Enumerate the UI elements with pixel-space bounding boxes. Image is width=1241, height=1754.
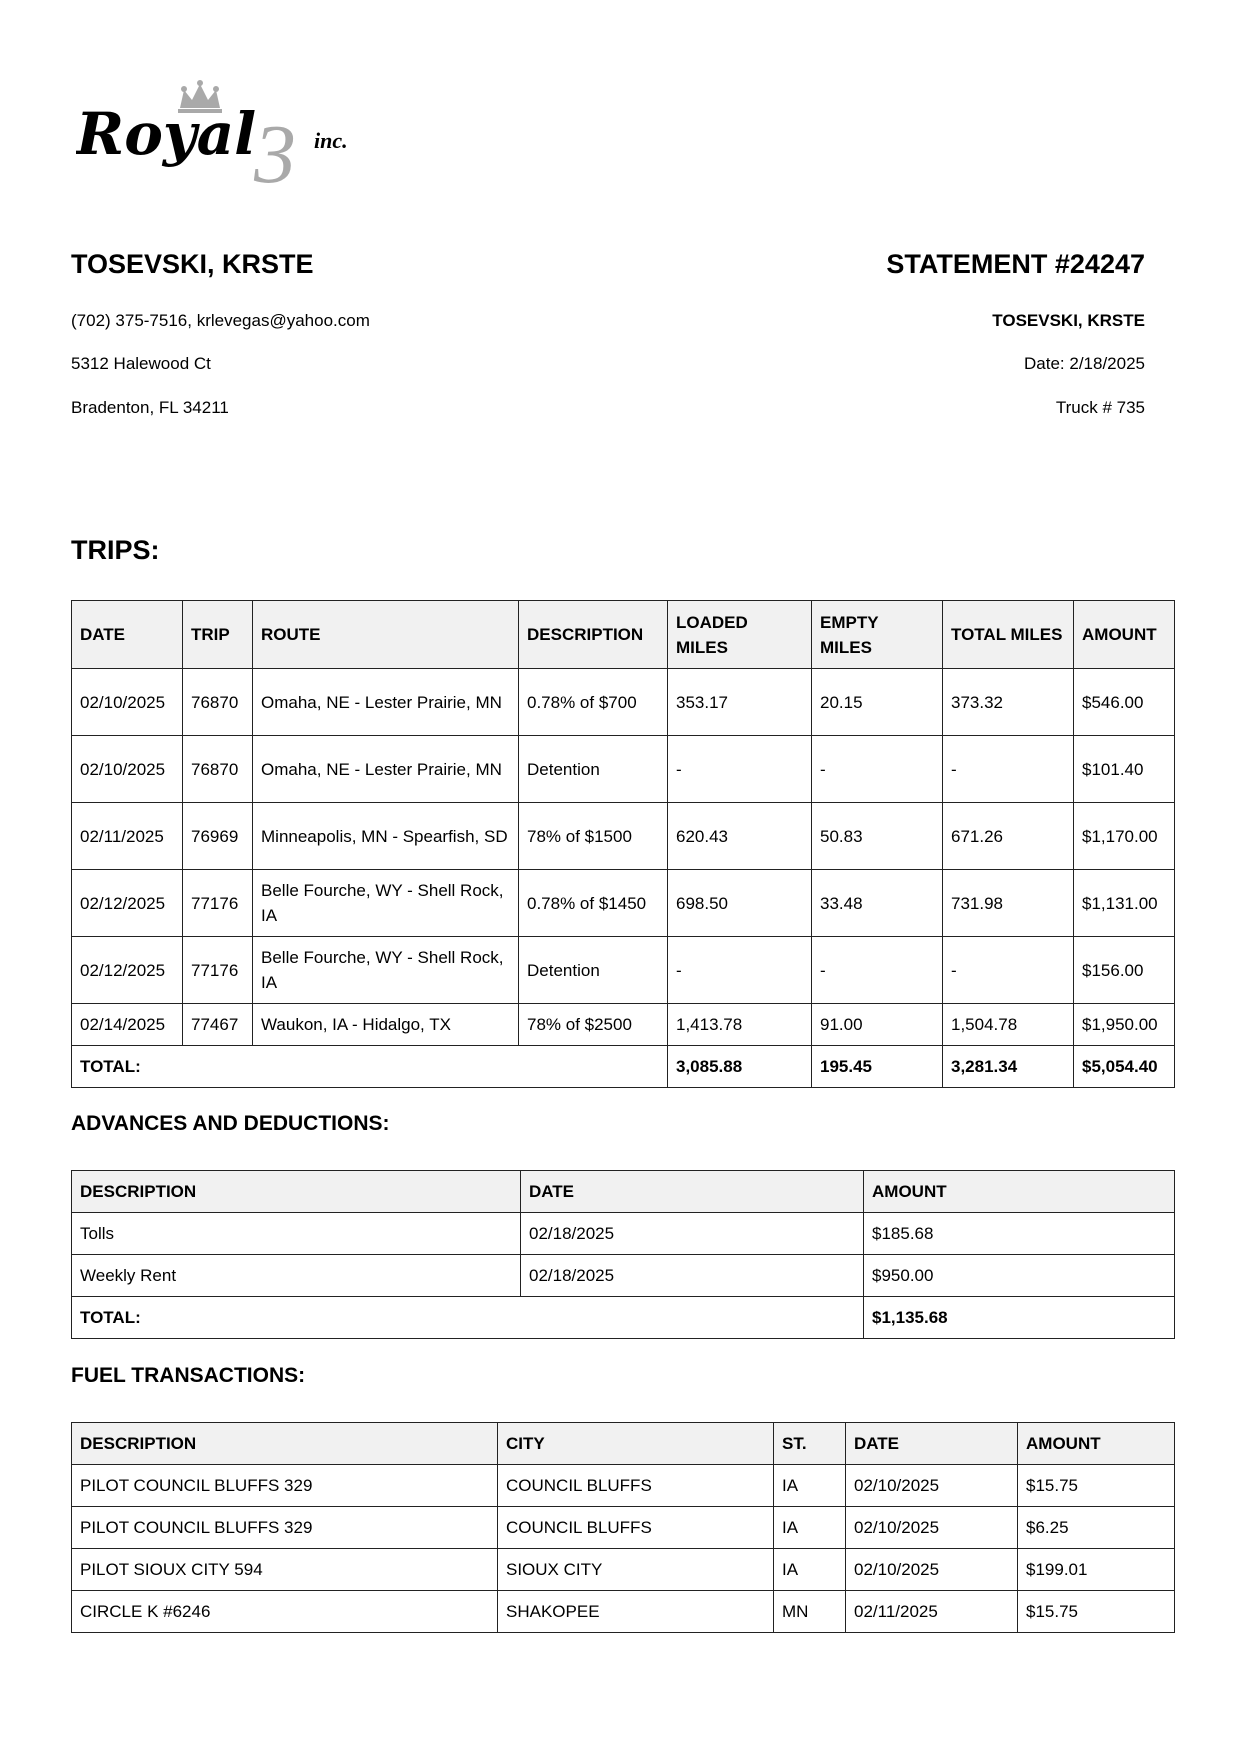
col-header: ST. <box>774 1423 846 1465</box>
trip-id: 77176 <box>183 937 253 1004</box>
total-amount: $1,135.68 <box>864 1297 1175 1339</box>
deduction-amount: $950.00 <box>864 1255 1175 1297</box>
deduction-date: 02/18/2025 <box>521 1213 864 1255</box>
trip-date: 02/11/2025 <box>72 803 183 870</box>
deductions-header-row <box>72 1171 1175 1213</box>
fuel-header-row <box>72 1423 1175 1465</box>
total-miles: 3,281.34 <box>943 1046 1074 1088</box>
trip-amount: $156.00 <box>1074 937 1175 1004</box>
driver-city: Bradenton, FL 34211 <box>71 398 229 417</box>
trip-amount: $546.00 <box>1074 669 1175 736</box>
trip-description: 0.78% of $700 <box>519 669 668 736</box>
deduction-date: 02/18/2025 <box>521 1255 864 1297</box>
table-row <box>72 1213 1175 1255</box>
trip-amount: $1,950.00 <box>1074 1004 1175 1046</box>
total-empty-miles: 195.45 <box>812 1046 943 1088</box>
total-label: TOTAL: <box>72 1046 668 1088</box>
trips-total-row <box>72 1046 1175 1088</box>
trip-loaded-miles: - <box>668 736 812 803</box>
trip-date: 02/14/2025 <box>72 1004 183 1046</box>
trip-loaded-miles: 1,413.78 <box>668 1004 812 1046</box>
trip-loaded-miles: - <box>668 937 812 1004</box>
table-row <box>72 1465 1175 1507</box>
col-header: TOTAL MILES <box>943 601 1074 669</box>
table-row <box>72 1004 1175 1046</box>
trip-total-miles: - <box>943 736 1074 803</box>
trip-route: Belle Fourche, WY - Shell Rock, IA <box>253 937 519 1004</box>
trip-id: 77467 <box>183 1004 253 1046</box>
trip-loaded-miles: 698.50 <box>668 870 812 937</box>
fuel-city: SIOUX CITY <box>498 1549 774 1591</box>
fuel-city: COUNCIL BLUFFS <box>498 1507 774 1549</box>
trip-total-miles: 373.32 <box>943 669 1074 736</box>
table-row <box>72 1255 1175 1297</box>
fuel-description: PILOT COUNCIL BLUFFS 329 <box>72 1465 498 1507</box>
table-row <box>72 669 1175 736</box>
trips-title: TRIPS: <box>71 535 160 565</box>
statement-driver-name: TOSEVSKI, KRSTE <box>992 311 1145 330</box>
col-header: DATE <box>846 1423 1018 1465</box>
deductions-title: ADVANCES AND DEDUCTIONS: <box>71 1112 390 1135</box>
trip-date: 02/10/2025 <box>72 669 183 736</box>
fuel-state: MN <box>774 1591 846 1633</box>
col-header: ROUTE <box>253 601 519 669</box>
trip-id: 76870 <box>183 669 253 736</box>
col-header: AMOUNT <box>864 1171 1175 1213</box>
deduction-amount: $185.68 <box>864 1213 1175 1255</box>
trip-empty-miles: 33.48 <box>812 870 943 937</box>
total-amount: $5,054.40 <box>1074 1046 1175 1088</box>
trip-empty-miles: - <box>812 736 943 803</box>
fuel-table <box>71 1422 1175 1633</box>
trip-amount: $101.40 <box>1074 736 1175 803</box>
trip-amount: $1,131.00 <box>1074 870 1175 937</box>
driver-contact: (702) 375-7516, krlevegas@yahoo.com <box>71 311 370 330</box>
col-header: DESCRIPTION <box>72 1423 498 1465</box>
trip-description: Detention <box>519 937 668 1004</box>
fuel-description: PILOT SIOUX CITY 594 <box>72 1549 498 1591</box>
fuel-state: IA <box>774 1465 846 1507</box>
table-row <box>72 1591 1175 1633</box>
trip-total-miles: 671.26 <box>943 803 1074 870</box>
truck-number: Truck # 735 <box>1055 398 1145 417</box>
trip-loaded-miles: 353.17 <box>668 669 812 736</box>
fuel-date: 02/11/2025 <box>846 1591 1018 1633</box>
trip-loaded-miles: 620.43 <box>668 803 812 870</box>
trip-empty-miles: - <box>812 937 943 1004</box>
trip-total-miles: 731.98 <box>943 870 1074 937</box>
fuel-city: COUNCIL BLUFFS <box>498 1465 774 1507</box>
trip-description: 78% of $1500 <box>519 803 668 870</box>
table-row <box>72 803 1175 870</box>
col-header: EMPTY MILES <box>812 601 943 669</box>
fuel-state: IA <box>774 1507 846 1549</box>
fuel-amount: $15.75 <box>1018 1465 1175 1507</box>
fuel-city: SHAKOPEE <box>498 1591 774 1633</box>
fuel-date: 02/10/2025 <box>846 1507 1018 1549</box>
fuel-amount: $6.25 <box>1018 1507 1175 1549</box>
deductions-total-row <box>72 1297 1175 1339</box>
trip-date: 02/12/2025 <box>72 937 183 1004</box>
col-header: DATE <box>521 1171 864 1213</box>
col-header: LOADED MILES <box>668 601 812 669</box>
fuel-description: CIRCLE K #6246 <box>72 1591 498 1633</box>
fuel-description: PILOT COUNCIL BLUFFS 329 <box>72 1507 498 1549</box>
trip-description: 0.78% of $1450 <box>519 870 668 937</box>
deduction-description: Weekly Rent <box>72 1255 521 1297</box>
statement-date: Date: 2/18/2025 <box>1024 354 1145 373</box>
total-loaded-miles: 3,085.88 <box>668 1046 812 1088</box>
logo-word: Royal <box>76 100 257 168</box>
trip-date: 02/12/2025 <box>72 870 183 937</box>
trip-route: Omaha, NE - Lester Prairie, MN <box>253 669 519 736</box>
deduction-description: Tolls <box>72 1213 521 1255</box>
trip-description: 78% of $2500 <box>519 1004 668 1046</box>
trip-route: Minneapolis, MN - Spearfish, SD <box>253 803 519 870</box>
table-row <box>72 937 1175 1004</box>
fuel-title: FUEL TRANSACTIONS: <box>71 1364 306 1387</box>
trip-route: Omaha, NE - Lester Prairie, MN <box>253 736 519 803</box>
trip-empty-miles: 91.00 <box>812 1004 943 1046</box>
col-header: DESCRIPTION <box>519 601 668 669</box>
table-row <box>72 1549 1175 1591</box>
driver-street: 5312 Halewood Ct <box>71 354 211 373</box>
logo-suffix: inc. <box>314 128 348 153</box>
logo-numeral: 3 <box>254 108 296 190</box>
table-row <box>72 1507 1175 1549</box>
royal3-logo <box>76 78 386 190</box>
fuel-state: IA <box>774 1549 846 1591</box>
trips-header-row <box>72 601 1175 669</box>
trip-description: Detention <box>519 736 668 803</box>
trip-empty-miles: 20.15 <box>812 669 943 736</box>
trip-total-miles: - <box>943 937 1074 1004</box>
fuel-amount: $15.75 <box>1018 1591 1175 1633</box>
trip-date: 02/10/2025 <box>72 736 183 803</box>
total-label: TOTAL: <box>72 1297 864 1339</box>
col-header: AMOUNT <box>1074 601 1175 669</box>
table-row <box>72 736 1175 803</box>
col-header: DATE <box>72 601 183 669</box>
fuel-date: 02/10/2025 <box>846 1549 1018 1591</box>
col-header: TRIP <box>183 601 253 669</box>
statement-number: STATEMENT #24247 <box>886 249 1145 279</box>
trip-id: 76870 <box>183 736 253 803</box>
col-header: DESCRIPTION <box>72 1171 521 1213</box>
fuel-date: 02/10/2025 <box>846 1465 1018 1507</box>
trip-total-miles: 1,504.78 <box>943 1004 1074 1046</box>
table-row <box>72 870 1175 937</box>
trip-empty-miles: 50.83 <box>812 803 943 870</box>
col-header: CITY <box>498 1423 774 1465</box>
trip-amount: $1,170.00 <box>1074 803 1175 870</box>
trip-id: 77176 <box>183 870 253 937</box>
trip-id: 76969 <box>183 803 253 870</box>
driver-name: TOSEVSKI, KRSTE <box>71 249 314 279</box>
col-header: AMOUNT <box>1018 1423 1175 1465</box>
trip-route: Waukon, IA - Hidalgo, TX <box>253 1004 519 1046</box>
trip-route: Belle Fourche, WY - Shell Rock, IA <box>253 870 519 937</box>
trips-table <box>71 600 1175 1088</box>
deductions-table <box>71 1170 1175 1339</box>
fuel-amount: $199.01 <box>1018 1549 1175 1591</box>
